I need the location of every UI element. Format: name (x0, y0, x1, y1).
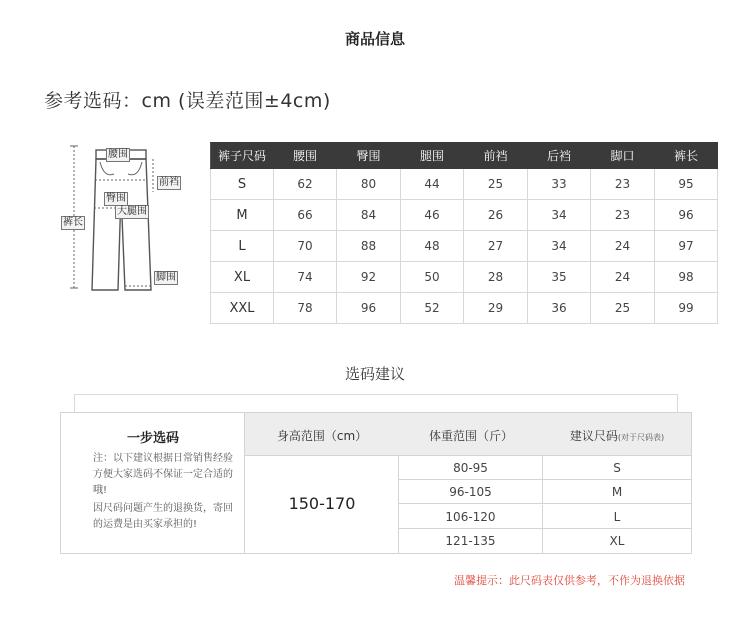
recommendation-panel (60, 412, 692, 554)
recommendation-note (93, 451, 233, 533)
height-range-value: 150-170 (288, 494, 356, 513)
table-cell: 62 (274, 169, 337, 200)
table-cell: M (211, 200, 274, 231)
suggested-size-value: S (613, 461, 621, 475)
header-suggested-size-label: 建议尺码 (569, 429, 618, 443)
table-cell: 52 (401, 293, 464, 324)
recommendation-left-column (61, 413, 245, 553)
header-hem: 脚口 (591, 143, 655, 169)
height-range-cell (245, 456, 399, 553)
table-cell: 46 (401, 200, 464, 231)
table-cell: 29 (464, 293, 528, 324)
warm-tip: 温馨提示：此尺码表仅供参考，不作为退换依据 (454, 574, 685, 587)
header-hip: 臀围 (337, 143, 401, 169)
table-cell: 98 (655, 262, 718, 293)
recommendation-left-title: 一步选码 (126, 431, 179, 446)
table-row (399, 456, 691, 480)
header-height-range: 身高范围（cm） (276, 429, 368, 443)
header-front-rise: 前裆 (464, 143, 528, 169)
table-row (211, 231, 718, 262)
diagram-label-hem: 脚围 (156, 272, 176, 283)
recommendation-header (245, 413, 691, 456)
size-table (210, 142, 718, 324)
section-title-recommendation: 选码建议 (344, 365, 405, 383)
header-thigh: 腿围 (401, 143, 464, 169)
table-cell: 33 (528, 169, 591, 200)
diagram-label-length: 裤长 (63, 217, 83, 228)
table-cell: 50 (401, 262, 464, 293)
weight-range-value: 106-120 (399, 505, 543, 529)
diagram-label-thigh: 大腿围 (117, 206, 147, 217)
table-cell: L (211, 231, 274, 262)
table-cell: 99 (655, 293, 718, 324)
table-cell: 44 (401, 169, 464, 200)
table-row (399, 480, 691, 504)
table-cell: XXL (211, 293, 274, 324)
header-suggested-size (543, 427, 691, 444)
table-cell: 34 (528, 231, 591, 262)
table-cell: 74 (274, 262, 337, 293)
weight-range-value: 121-135 (399, 529, 543, 553)
table-row (211, 200, 718, 231)
recommendation-note-2: 因尺码问题产生的退换货，寄回的运费是由买家承担的! (93, 503, 233, 530)
size-table-header-row (211, 143, 718, 169)
table-cell: 23 (591, 169, 655, 200)
table-cell: XL (211, 262, 274, 293)
table-cell: 25 (591, 293, 655, 324)
pants-diagram (60, 140, 185, 300)
table-row (399, 529, 691, 553)
table-cell: 95 (655, 169, 718, 200)
table-row (211, 169, 718, 200)
table-cell: 24 (591, 262, 655, 293)
table-cell: 97 (655, 231, 718, 262)
table-cell: 96 (337, 293, 401, 324)
table-cell: 80 (337, 169, 401, 200)
table-cell: 26 (464, 200, 528, 231)
table-cell: 48 (401, 231, 464, 262)
header-suggested-size-note: (对于尺码表) (617, 433, 665, 442)
table-row (211, 262, 718, 293)
header-waist: 腰围 (274, 143, 337, 169)
suggested-size-value: L (613, 510, 621, 524)
header-length: 裤长 (655, 143, 718, 169)
table-cell: 23 (591, 200, 655, 231)
table-cell: 34 (528, 200, 591, 231)
table-cell: 92 (337, 262, 401, 293)
diagram-label-front-rise: 前裆 (159, 177, 179, 188)
table-cell: S (211, 169, 274, 200)
diagram-label-waist: 腰围 (108, 149, 128, 160)
weight-range-value: 96-105 (399, 480, 543, 504)
table-cell: 24 (591, 231, 655, 262)
table-cell: 96 (655, 200, 718, 231)
table-cell: 88 (337, 231, 401, 262)
suggested-size-value: XL (609, 534, 625, 548)
reference-heading: 参考选码：cm (误差范围±4cm) (44, 90, 331, 112)
table-cell: 35 (528, 262, 591, 293)
table-cell: 66 (274, 200, 337, 231)
recommendation-note-1: 注：以下建议根据日常销售经验方便大家选码不保证一定合适的哦! (93, 453, 233, 496)
diagram-label-hip: 臀围 (106, 193, 126, 204)
table-cell: 36 (528, 293, 591, 324)
table-cell: 28 (464, 262, 528, 293)
table-row (399, 505, 691, 529)
weight-range-value: 80-95 (399, 456, 543, 480)
suggested-size-value: M (611, 485, 623, 499)
header-back-rise: 后裆 (528, 143, 591, 169)
table-cell: 25 (464, 169, 528, 200)
page-title: 商品信息 (344, 30, 405, 48)
header-weight-range: 体重范围（斤） (428, 429, 513, 443)
table-cell: 84 (337, 200, 401, 231)
table-row (211, 293, 718, 324)
header-size: 裤子尺码 (211, 143, 274, 169)
table-cell: 78 (274, 293, 337, 324)
table-cell: 27 (464, 231, 528, 262)
table-cell: 70 (274, 231, 337, 262)
